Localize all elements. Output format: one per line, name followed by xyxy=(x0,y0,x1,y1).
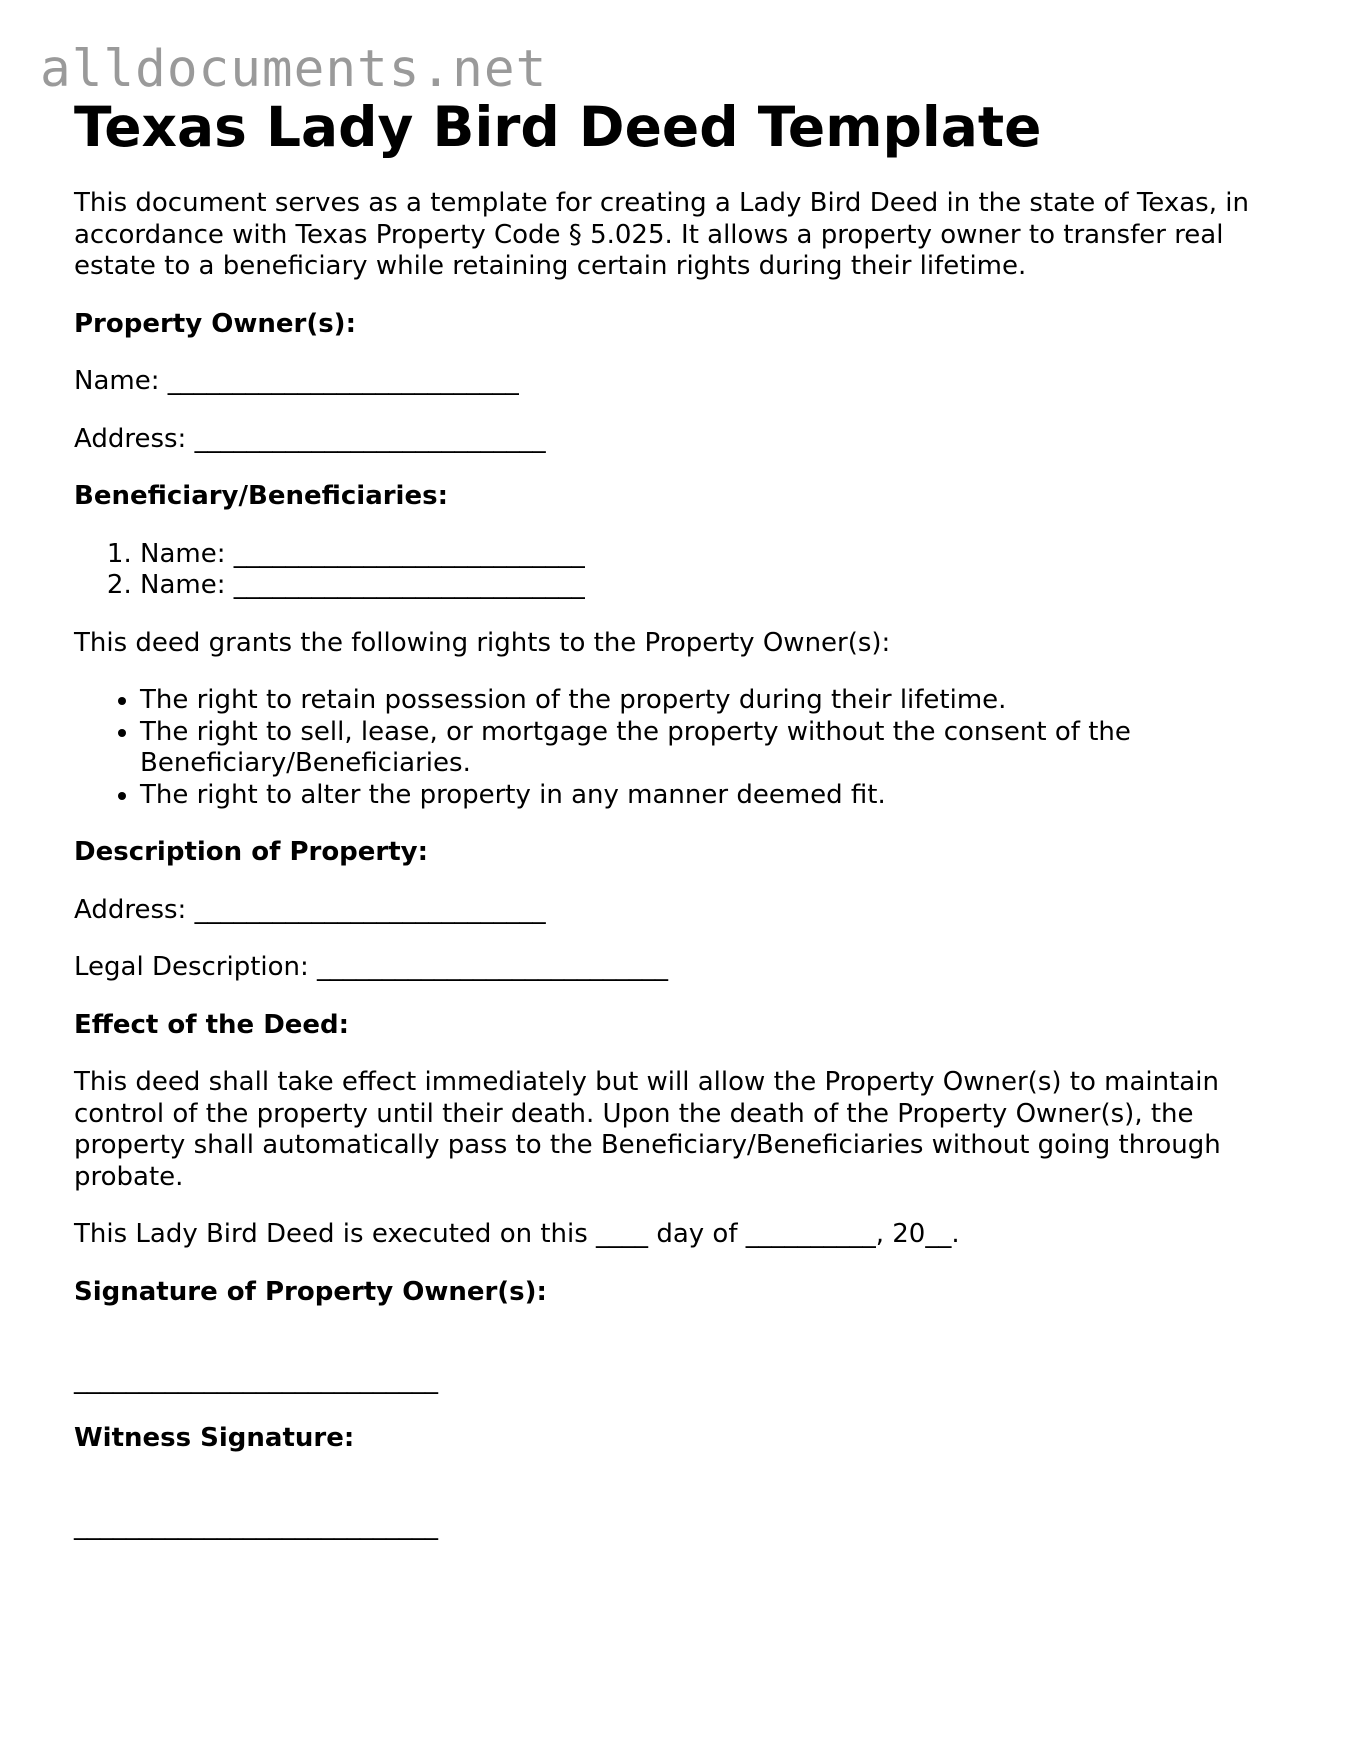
watermark-logo: alldocuments.net xyxy=(40,40,548,99)
rights-list-item: • The right to alter the property in any manner deemed fit. xyxy=(140,780,1304,812)
rights-list xyxy=(74,685,1304,811)
rights-list-item: • The right to sell, lease, or mortgage the property without the consent of the Beneficiary/Beneficiaries. xyxy=(140,717,1304,780)
witness-signature-line: ____________________________ xyxy=(74,1511,438,1541)
rights-list-item: • The right to retain possession of the property during their lifetime. xyxy=(140,685,1304,717)
owner-signature-heading: Signature of Property Owner(s): xyxy=(74,1276,547,1307)
beneficiary-name-field: 1. Name: ___________________________ xyxy=(140,539,1304,571)
execution-date-line: This Lady Bird Deed is executed on this ____ day of __________, 20__. xyxy=(74,1219,960,1249)
document-body xyxy=(74,92,1304,1543)
effect-paragraph: This deed shall take effect immediately but will allow the Property Owner(s) to maintain control of the property until their death. Upon the death of the Property Owner(s), the property shall automatically pass to the Beneficiary/Beneficiaries without going through probate. xyxy=(74,1067,1221,1192)
property-description-heading: Description of Property: xyxy=(74,837,429,867)
beneficiary-name-field: 2. Name: ___________________________ xyxy=(140,570,1304,602)
beneficiary-list xyxy=(74,539,1304,602)
legal-description-field: Legal Description: ___________________________ xyxy=(74,952,669,982)
property-owner-heading: Property Owner(s): xyxy=(74,308,356,339)
beneficiary-heading: Beneficiary/Beneficiaries: xyxy=(74,481,448,511)
intro-paragraph: This document serves as a template for creating a Lady Bird Deed in the state of Texas, in accordance with Texas Property Code § 5.025. It allows a property owner to transfer real estate to a beneficiary while retaining certain rights during their lifetime. xyxy=(74,188,1249,281)
owner-name-field: Name: ___________________________ xyxy=(74,366,519,396)
owner-signature-line: ____________________________ xyxy=(74,1365,438,1395)
witness-signature-heading: Witness Signature: xyxy=(74,1422,355,1453)
effect-heading: Effect of the Deed: xyxy=(74,1009,350,1040)
owner-address-field: Address: ___________________________ xyxy=(74,423,546,454)
rights-intro: This deed grants the following rights to the Property Owner(s): xyxy=(74,627,891,658)
page-title: Texas Lady Bird Deed Template xyxy=(74,95,1042,159)
property-address-field: Address: ___________________________ xyxy=(74,894,546,925)
